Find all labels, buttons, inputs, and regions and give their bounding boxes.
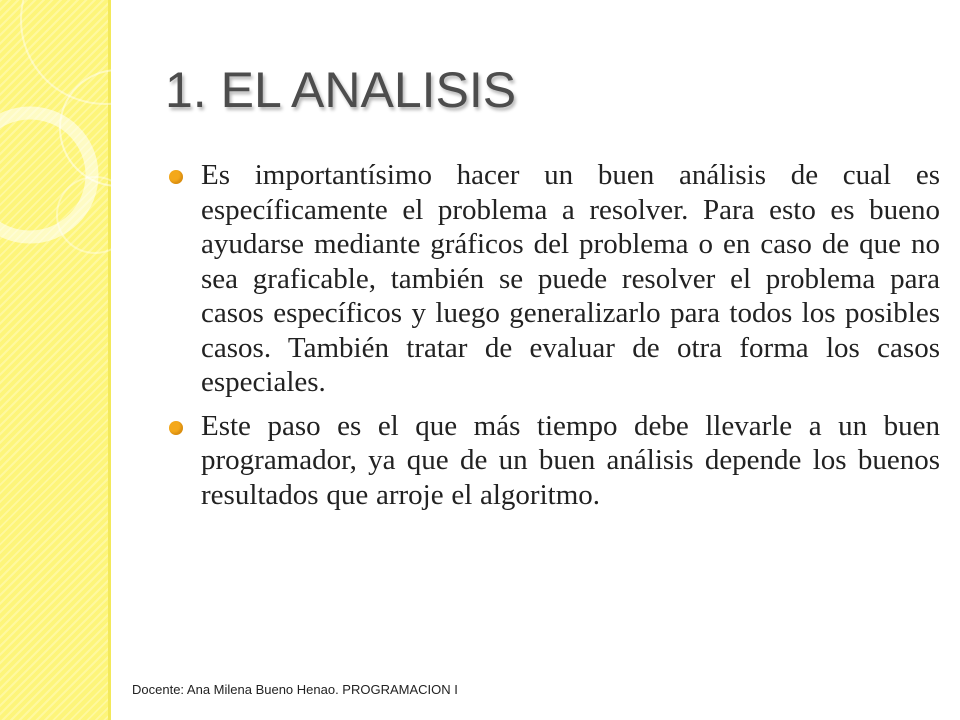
bullet-list (165, 158, 940, 521)
bullet-dot-icon (169, 170, 183, 184)
bullet-text: Este paso es el que más tiempo debe llevarle a un buen programador, ya que de un buen análisis depende los buenos resultados que arroje el algoritmo. (201, 409, 940, 511)
slide-title: 1. EL ANALISIS (165, 62, 517, 118)
bullet-dot-icon (169, 421, 183, 435)
bullet-item (165, 158, 940, 400)
bullet-item (165, 409, 940, 513)
bullet-text: Es importantísimo hacer un buen análisis de cual es específicamente el problema a resolver. Para esto es bueno ayudarse mediante gráficos del problema o en caso de que no sea graficable, también se puede resolver el problema para casos específicos y luego generalizarlo para todos los posibles casos. También tratar de evaluar de otra forma los casos especiales. (201, 159, 940, 398)
slide-footer: Docente: Ana Milena Bueno Henao. PROGRAMACION I (132, 682, 458, 697)
